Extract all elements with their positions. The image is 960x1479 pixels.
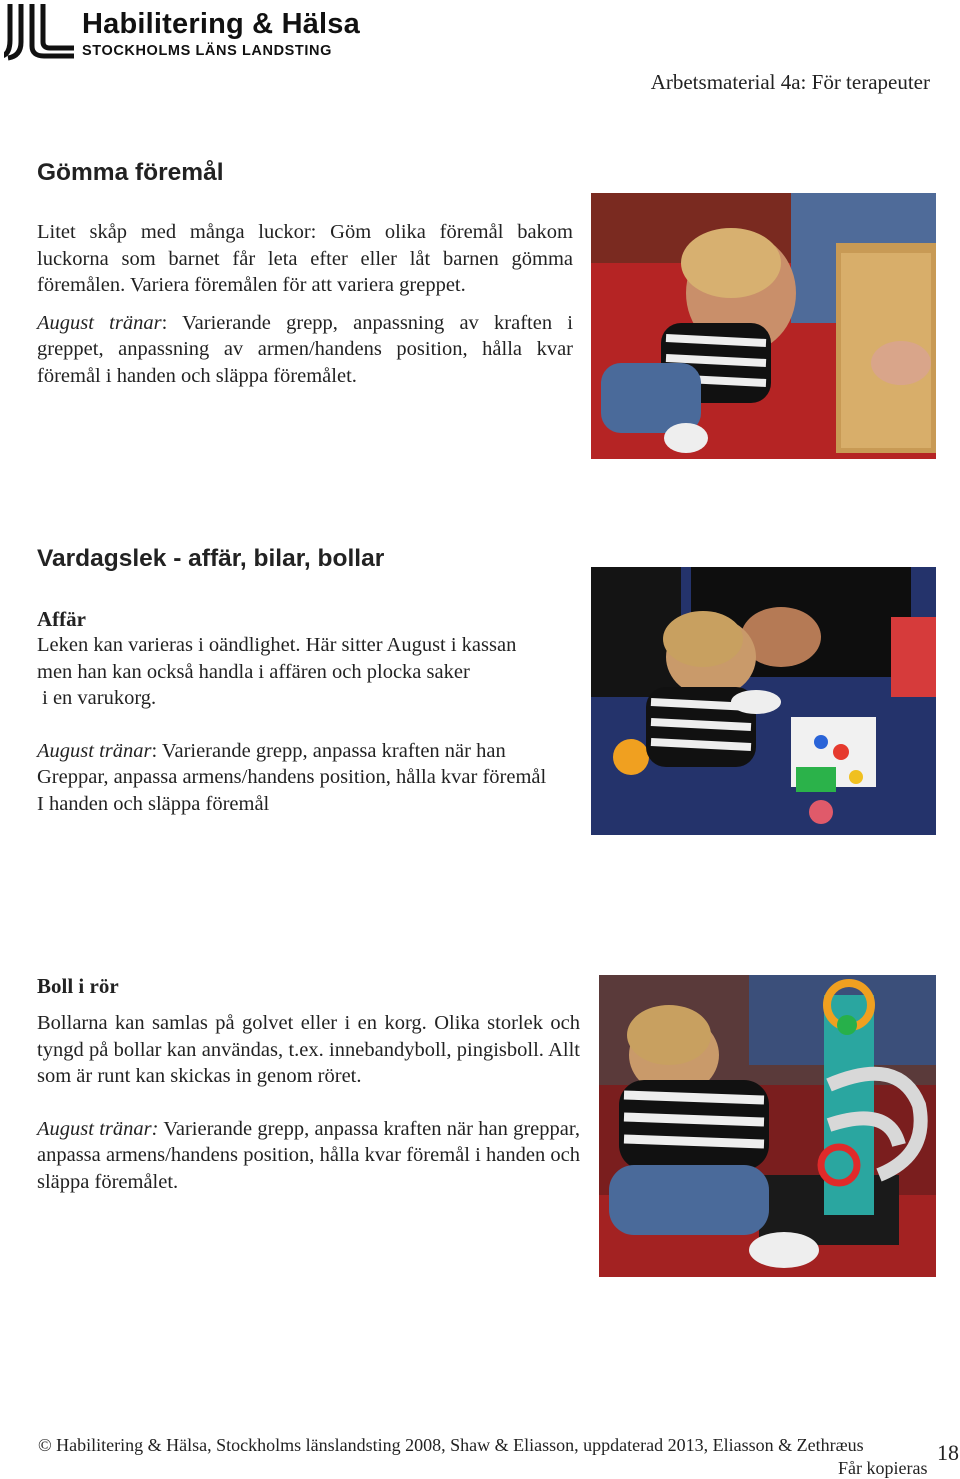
document-label: Arbetsmaterial 4a: För terapeuter: [650, 70, 930, 94]
section2-training-line2: Greppar, anpassa armens/handens position, hålla kvar föremål: [37, 766, 547, 788]
training-label: August tränar:: [37, 1117, 159, 1140]
section2-training-line3: I handen och släppa föremål: [37, 792, 270, 815]
subheading-boll-i-ror: Boll i rör: [37, 974, 119, 998]
section3-training: [37, 1116, 580, 1196]
photo-child-cash-register: [591, 567, 936, 835]
training-text: : Varierande grepp, anpassning av kraften i greppet, anpassning av armen/handens position, hålla kvar föremål i handen och släppa föremålet.: [37, 311, 573, 387]
section1-intro: Litet skåp med många luckor: Göm olika föremål bakom luckorna som barnet får leta efter eller låt barnen gömma föremålen. Variera föremålen för att variera greppet.: [37, 221, 573, 296]
subheading-affar: Affär: [37, 607, 86, 631]
training-label: August tränar: [37, 739, 152, 762]
footer-copyright: © Habilitering & Hälsa, Stockholms länslandsting 2008, Shaw & Eliasson, uppdaterad 2013, Eliasson & Zethræus: [38, 1435, 864, 1455]
section2-line1: Leken kan varieras i oändlighet. Här sitter August i kassan: [37, 634, 517, 656]
photo-child-ball-tube: [599, 975, 936, 1277]
section-heading-gomma: Gömma föremål: [37, 159, 224, 186]
page-number: 18: [937, 1440, 959, 1465]
training-text: : Varierande grepp, anpassa kraften när han: [151, 739, 506, 762]
logo-mark-icon: [4, 2, 76, 62]
training-text: Varierande grepp, anpassa kraften när han greppar, anpassa armens/handens position, hålla kvar föremål i handen och släppa föremålet.: [37, 1117, 580, 1193]
section1-body: [37, 219, 573, 389]
section2-body: [37, 632, 573, 817]
section2-line2: men han kan också handla i affären och plocka saker: [37, 660, 470, 683]
logo-subtitle: STOCKHOLMS LÄNS LANDSTING: [82, 43, 332, 59]
organization-logo: [4, 2, 384, 62]
training-label: August tränar: [37, 311, 162, 334]
section3-body: [37, 1010, 580, 1195]
footer-copy-note: Får kopieras: [838, 1458, 928, 1478]
logo-title: Habilitering & Hälsa: [82, 8, 360, 40]
section-heading-vardagslek: Vardagslek - affär, bilar, bollar: [37, 545, 385, 572]
section2-line3: i en varukorg.: [37, 687, 157, 709]
section1-training: [37, 310, 573, 390]
photo-child-cabinet: [591, 193, 936, 459]
section2-training-line1: [37, 738, 573, 765]
section3-intro: Bollarna kan samlas på golvet eller i en korg. Olika storlek och tyngd på bollar kan användas, t.ex. innebandyboll, pingisboll. Allt som är runt kan skickas in genom röret.: [37, 1012, 580, 1087]
